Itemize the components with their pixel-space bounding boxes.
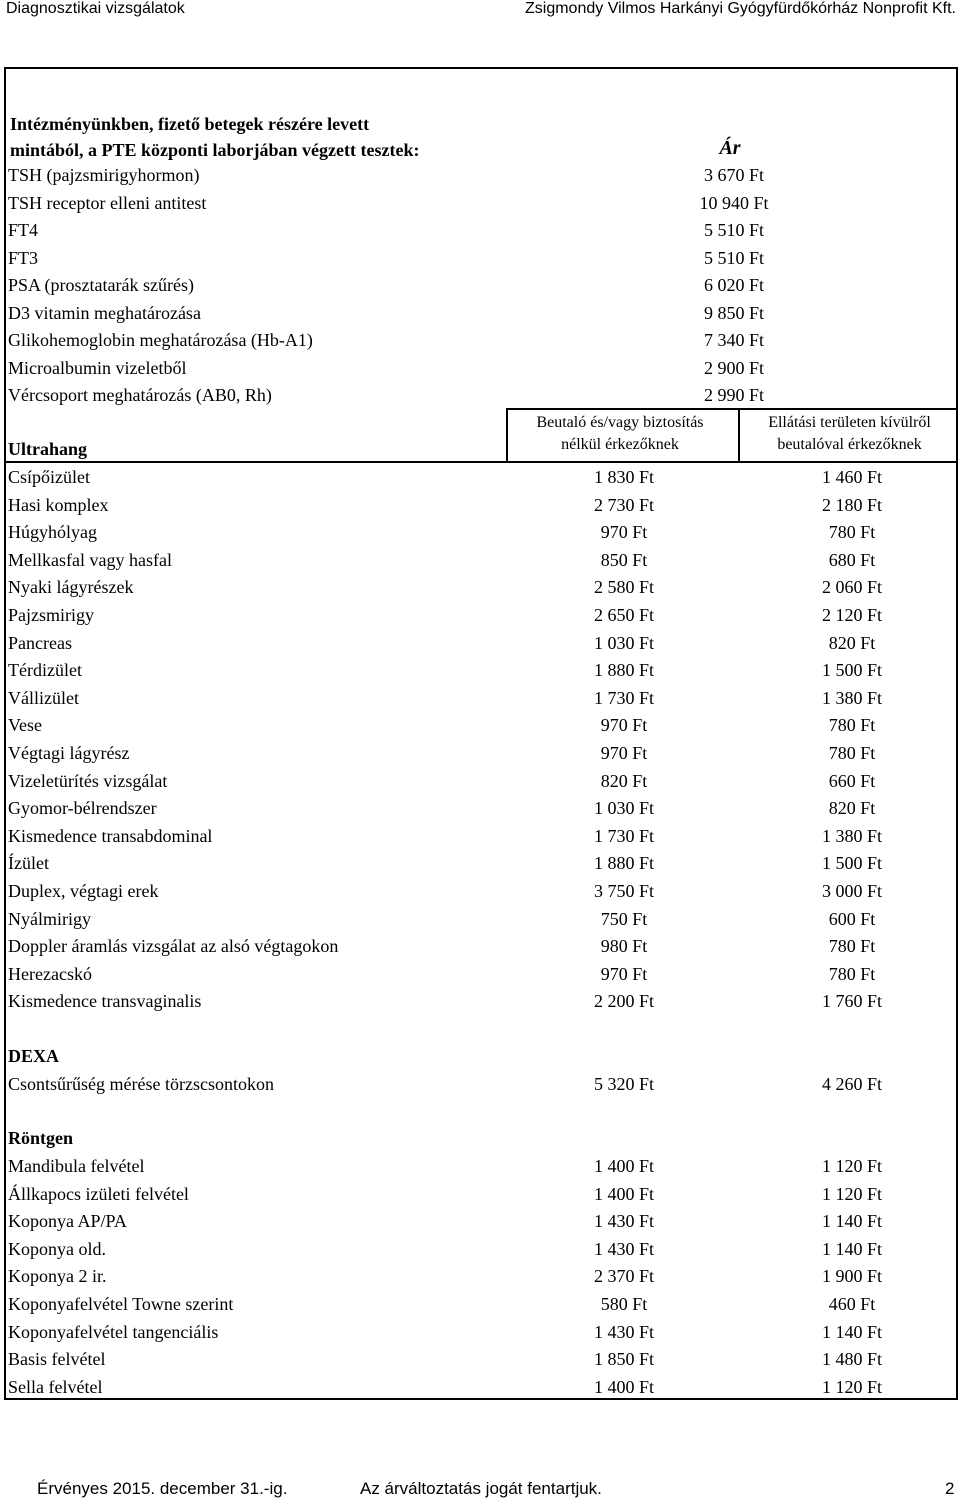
exam-name: Pancreas: [8, 632, 72, 653]
column-header-outside-area: Ellátási területen kívülről beutalóval érkezőknek: [768, 414, 931, 453]
table-row: [4, 931, 958, 959]
price-no-referral: 580 Ft: [600, 1294, 648, 1314]
price-outside-area: 780 Ft: [828, 936, 876, 957]
table-row: [4, 959, 958, 987]
table-row: [4, 738, 958, 766]
test-name: D3 vitamin meghatározása: [8, 302, 201, 323]
price-outside-area: 460 Ft: [828, 1294, 876, 1314]
table-row: [4, 215, 958, 243]
price-no-referral: 970 Ft: [600, 743, 648, 763]
exam-name: Kismedence transvaginalis: [8, 991, 202, 1012]
price-no-referral: 1 430 Ft: [593, 1211, 654, 1232]
lab-intro: [10, 111, 419, 163]
table-vertical-line: [506, 408, 508, 462]
test-price: 9 850 Ft: [703, 302, 764, 323]
price-outside-area: 1 120 Ft: [821, 1156, 882, 1176]
table-row: [4, 298, 958, 326]
price-no-referral: 980 Ft: [600, 936, 648, 957]
test-price: 10 940 Ft: [699, 192, 769, 213]
table-horizontal-line: [506, 408, 958, 410]
exam-name: Pajzsmirigy: [8, 605, 94, 625]
price-outside-area: 1 140 Ft: [821, 1238, 882, 1259]
exam-name: Koponyafelvétel tangenciális: [8, 1321, 219, 1342]
test-price: 5 510 Ft: [703, 220, 764, 240]
test-name: PSA (prosztatarák szűrés): [8, 275, 194, 295]
header-left-title: Diagnosztikai vizsgálatok: [6, 0, 185, 17]
test-name: TSH (pajzsmirigyhormon): [8, 165, 200, 185]
price-no-referral: 1 430 Ft: [593, 1321, 654, 1342]
price-outside-area: 660 Ft: [828, 770, 876, 791]
table-row: [4, 188, 958, 216]
price-outside-area: 780 Ft: [828, 715, 876, 736]
table-row: [4, 1261, 958, 1289]
table-row: [4, 490, 958, 518]
table-row: [4, 243, 958, 271]
price-no-referral: 1 730 Ft: [593, 825, 654, 846]
price-no-referral: 1 400 Ft: [593, 1156, 654, 1176]
exam-name: Állkapocs izületi felvétel: [8, 1183, 189, 1204]
price-outside-area: 1 760 Ft: [821, 991, 882, 1012]
exam-name: Doppler áramlás vizsgálat az alsó végtagokon: [8, 936, 339, 957]
price-no-referral: 2 650 Ft: [593, 605, 654, 625]
price-no-referral: 2 580 Ft: [593, 577, 654, 598]
price-outside-area: 1 500 Ft: [821, 660, 882, 681]
exam-name: Koponya AP/PA: [8, 1211, 127, 1232]
test-name: FT3: [8, 247, 39, 268]
test-name: FT4: [8, 220, 39, 240]
price-outside-area: 1 380 Ft: [821, 825, 882, 846]
table-row: [4, 710, 958, 738]
table-row: [4, 821, 958, 849]
exam-name: Ízület: [8, 853, 49, 874]
exam-name: Nyaki lágyrészek: [8, 577, 134, 598]
price-outside-area: 2 060 Ft: [821, 577, 882, 598]
table-row: [4, 1234, 958, 1262]
price-no-referral: 970 Ft: [600, 522, 648, 543]
price-no-referral: 3 750 Ft: [593, 881, 654, 901]
table-row: [4, 848, 958, 876]
exam-name: Csípőizület: [8, 467, 90, 487]
price-no-referral: 1 400 Ft: [593, 1376, 654, 1397]
price-outside-area: 1 460 Ft: [821, 467, 882, 487]
table-row: [4, 1372, 958, 1400]
exam-name: Csontsűrűség mérése törzscsontokon: [8, 1074, 274, 1094]
price-no-referral: 1 880 Ft: [593, 853, 654, 874]
test-name: TSH receptor elleni antitest: [8, 192, 207, 213]
price-no-referral: 970 Ft: [600, 963, 648, 984]
price-outside-area: 1 120 Ft: [821, 1183, 882, 1204]
price-outside-area: 820 Ft: [828, 798, 876, 819]
price-no-referral: 970 Ft: [600, 715, 648, 736]
table-row: [4, 572, 958, 600]
exam-name: Nyálmirigy: [8, 908, 91, 929]
test-price: 2 900 Ft: [703, 357, 764, 378]
table-row: [4, 1344, 958, 1372]
price-outside-area: 1 480 Ft: [821, 1349, 882, 1370]
exam-name: Koponya 2 ir.: [8, 1266, 107, 1287]
table-row: [4, 904, 958, 932]
header-right-title: Zsigmondy Vilmos Harkányi Gyógyfürdőkórház Nonprofit Kft.: [525, 0, 956, 17]
test-price: 6 020 Ft: [703, 275, 764, 295]
price-no-referral: 1 880 Ft: [593, 660, 654, 681]
price-outside-area: 2 180 Ft: [821, 494, 882, 515]
exam-name: Gyomor-bélrendszer: [8, 798, 157, 819]
table-row: [4, 1317, 958, 1345]
exam-name: Térdizület: [8, 660, 82, 681]
price-outside-area: 780 Ft: [828, 963, 876, 984]
footer-notice: Az árváltoztatás jogát fentartjuk.: [360, 1479, 602, 1498]
exam-name: Koponya old.: [8, 1238, 106, 1259]
table-row: [4, 600, 958, 628]
table-row: [4, 353, 958, 381]
exam-name: Herezacskó: [8, 963, 92, 984]
test-price: 3 670 Ft: [703, 165, 764, 185]
exam-name: Kismedence transabdominal: [8, 825, 213, 846]
exam-name: Hasi komplex: [8, 494, 109, 515]
price-no-referral: 1 030 Ft: [593, 798, 654, 819]
exam-name: Koponyafelvétel Towne szerint: [8, 1294, 234, 1314]
price-outside-area: 3 000 Ft: [821, 881, 882, 901]
price-no-referral: 2 370 Ft: [593, 1266, 654, 1287]
lab-intro-line-2: mintából, a PTE központi laborjában végzett tesztek:: [10, 140, 420, 160]
table-row: [4, 766, 958, 794]
page-header: [0, 0, 960, 20]
price-outside-area: 820 Ft: [828, 632, 876, 653]
price-no-referral: 1 030 Ft: [593, 632, 654, 653]
page-number: 2: [945, 1479, 955, 1498]
exam-name: Húgyhólyag: [8, 522, 97, 543]
table-row: [4, 1289, 958, 1317]
price-outside-area: 1 120 Ft: [821, 1376, 882, 1397]
test-price: 2 990 Ft: [703, 385, 764, 405]
price-outside-area: 1 140 Ft: [821, 1211, 882, 1232]
price-no-referral: 5 320 Ft: [593, 1074, 654, 1094]
price-outside-area: 1 380 Ft: [821, 687, 882, 708]
test-price: 7 340 Ft: [703, 330, 764, 350]
price-outside-area: 780 Ft: [828, 743, 876, 763]
table-row: [4, 1179, 958, 1207]
test-name: Glikohemoglobin meghatározása (Hb-A1): [8, 330, 313, 350]
table-row: [4, 1206, 958, 1234]
table-row: [4, 462, 958, 490]
price-no-referral: 1 850 Ft: [593, 1349, 654, 1370]
price-no-referral: 1 830 Ft: [593, 467, 654, 487]
price-outside-area: 4 260 Ft: [821, 1074, 882, 1094]
table-row: [4, 517, 958, 545]
table-row: [4, 986, 958, 1014]
lab-intro-line-1: Intézményünkben, fizető betegek részére levett: [10, 114, 370, 134]
price-outside-area: 2 120 Ft: [821, 605, 882, 625]
exam-name: Mellkasfal vagy hasfal: [8, 549, 172, 570]
price-no-referral: 1 430 Ft: [593, 1238, 654, 1259]
price-no-referral: 750 Ft: [600, 908, 648, 929]
price-outside-area: 600 Ft: [828, 908, 876, 929]
table-row: [4, 683, 958, 711]
exam-name: Mandibula felvétel: [8, 1156, 145, 1176]
section-title-xray: Röntgen: [8, 1128, 74, 1148]
price-outside-area: 1 140 Ft: [821, 1321, 882, 1342]
section-title-ultrasound: Ultrahang: [8, 439, 88, 459]
price-no-referral: 2 200 Ft: [593, 991, 654, 1012]
price-outside-area: 680 Ft: [828, 549, 876, 570]
table-row: [4, 1069, 958, 1097]
price-outside-area: 1 900 Ft: [821, 1266, 882, 1287]
exam-name: Vese: [8, 715, 42, 736]
table-row: [4, 655, 958, 683]
exam-name: Vizeletürítés vizsgálat: [8, 770, 168, 791]
exam-name: Duplex, végtagi erek: [8, 881, 159, 901]
price-no-referral: 1 400 Ft: [593, 1183, 654, 1204]
test-price: 5 510 Ft: [703, 247, 764, 268]
price-no-referral: 820 Ft: [600, 770, 648, 791]
exam-name: Vállizület: [8, 687, 79, 708]
table-row: [4, 270, 958, 298]
price-no-referral: 1 730 Ft: [593, 687, 654, 708]
exam-name: Basis felvétel: [8, 1349, 106, 1370]
table-row: [4, 160, 958, 188]
price-outside-area: 780 Ft: [828, 522, 876, 543]
table-row: [4, 545, 958, 573]
price-no-referral: 2 730 Ft: [593, 494, 654, 515]
test-name: Microalbumin vizeletből: [8, 357, 187, 378]
table-row: [4, 325, 958, 353]
footer-validity: Érvényes 2015. december 31.-ig.: [37, 1479, 288, 1498]
table-row: [4, 380, 958, 408]
price-no-referral: 850 Ft: [600, 549, 648, 570]
table-row: [4, 876, 958, 904]
section-title-dexa: DEXA: [8, 1046, 60, 1066]
test-name: Vércsoport meghatározás (AB0, Rh): [8, 385, 272, 405]
table-row: [4, 1151, 958, 1179]
table-row: [4, 793, 958, 821]
column-header-no-referral: Beutaló és/vagy biztosítás nélkül érkezőknek: [536, 414, 704, 453]
lab-price-header: Ár: [719, 137, 741, 159]
price-outside-area: 1 500 Ft: [821, 853, 882, 874]
exam-name: Sella felvétel: [8, 1376, 103, 1397]
exam-name: Végtagi lágyrész: [8, 743, 130, 763]
table-row: [4, 628, 958, 656]
table-vertical-line: [738, 408, 740, 462]
